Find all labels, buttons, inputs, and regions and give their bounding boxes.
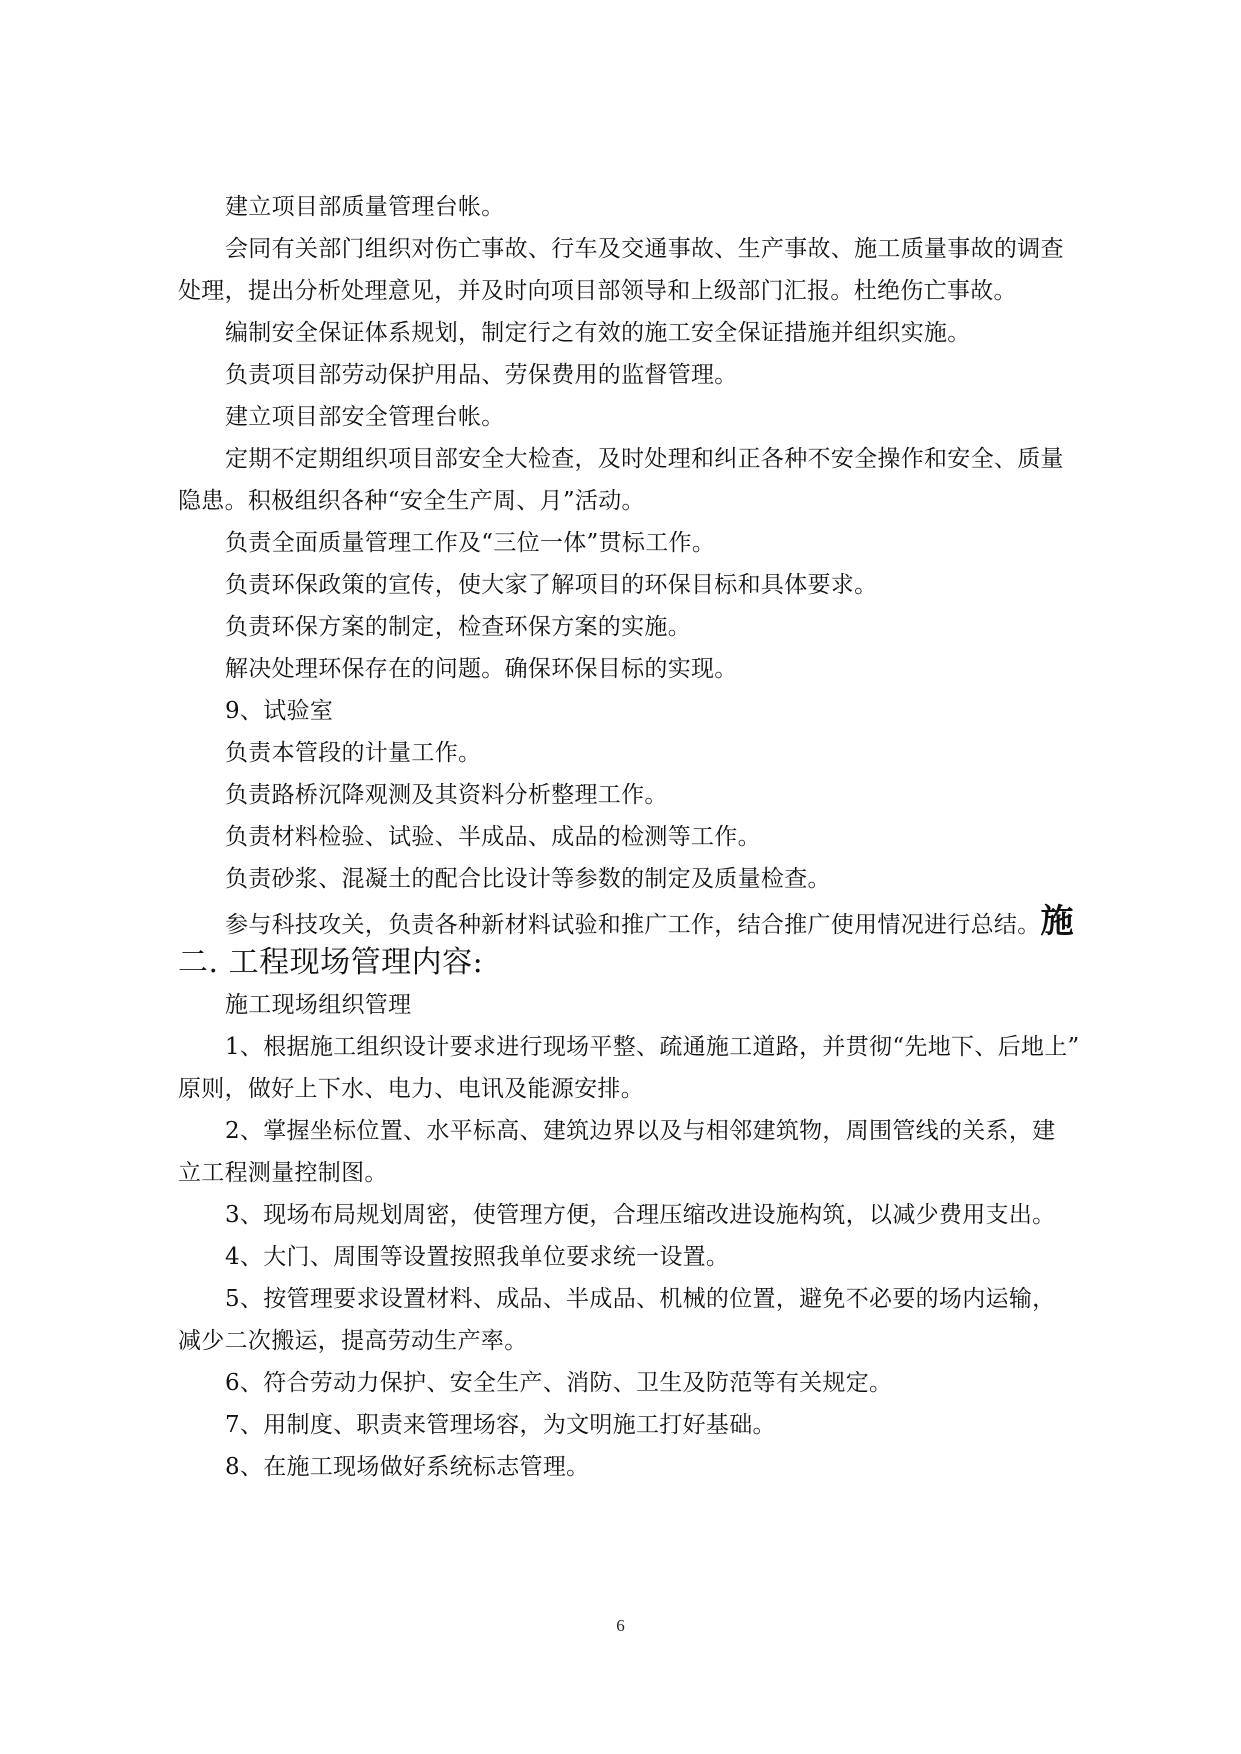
paragraph: 建立项目部安全管理台帐。	[225, 404, 505, 430]
list-item-continuation: 立工程测量控制图。	[178, 1160, 388, 1186]
paragraph: 会同有关部门组织对伤亡事故、行车及交通事故、生产事故、施工质量事故的调查	[225, 236, 1064, 262]
paragraph-continuation: 处理，提出分析处理意见，并及时向项目部领导和上级部门汇报。杜绝伤亡事故。	[178, 278, 1017, 304]
paragraph: 定期不定期组织项目部安全大检查，及时处理和纠正各种不安全操作和安全、质量	[225, 446, 1064, 472]
list-item-continuation: 减少二次搬运，提高劳动生产率。	[178, 1328, 528, 1354]
section-heading: 二. 工程现场管理内容:	[178, 945, 484, 980]
list-item: 2、掌握坐标位置、水平标高、建筑边界以及与相邻建筑物，周围管线的关系，建	[225, 1118, 1056, 1144]
paragraph: 建立项目部质量管理台帐。	[225, 194, 505, 220]
paragraph: 负责路桥沉降观测及其资料分析整理工作。	[225, 782, 668, 808]
document-body	[178, 186, 1116, 1488]
list-item: 3、现场布局规划周密，使管理方便，合理压缩改进设施构筑，以减少费用支出。	[225, 1202, 1056, 1228]
paragraph: 负责环保方案的制定，检查环保方案的实施。	[225, 614, 691, 640]
page-number: 6	[616, 1616, 625, 1635]
paragraph: 负责环保政策的宣传，使大家了解项目的环保目标和具体要求。	[225, 572, 878, 598]
list-item: 6、符合劳动力保护、安全生产、消防、卫生及防范等有关规定。	[225, 1370, 893, 1396]
paragraph: 编制安全保证体系规划，制定行之有效的施工安全保证措施并组织实施。	[225, 320, 971, 346]
list-item: 8、在施工现场做好系统标志管理。	[225, 1454, 590, 1480]
paragraph: 负责砂浆、混凝土的配合比设计等参数的制定及质量检查。	[225, 866, 831, 892]
subsection-label: 9、试验室	[225, 698, 334, 724]
list-item: 4、大门、周围等设置按照我单位要求统一设置。	[225, 1244, 730, 1270]
paragraph: 负责全面质量管理工作及“三位一体”贯标工作。	[225, 530, 716, 556]
paragraph-continuation: 隐患。积极组织各种“安全生产周、月”活动。	[178, 488, 645, 514]
list-item-continuation: 原则，做好上下水、电力、电讯及能源安排。	[178, 1076, 644, 1102]
paragraph: 负责本管段的计量工作。	[225, 740, 482, 766]
list-item: 1、根据施工组织设计要求进行现场平整、疏通施工道路，并贯彻“先地下、后地上”	[225, 1034, 1080, 1060]
paragraph: 负责项目部劳动保护用品、劳保费用的监督管理。	[225, 362, 738, 388]
list-item: 5、按管理要求设置材料、成品、半成品、机械的位置，避免不必要的场内运输，	[225, 1286, 1056, 1312]
paragraph: 解决处理环保存在的问题。确保环保目标的实现。	[225, 656, 738, 682]
list-item: 7、用制度、职责来管理场容，为文明施工打好基础。	[225, 1412, 776, 1438]
paragraph: 负责材料检验、试验、半成品、成品的检测等工作。	[225, 824, 761, 850]
stray-large-character: 施	[1040, 901, 1074, 940]
paragraph-text: 参与科技攻关，负责各种新材料试验和推广工作，结合推广使用情况进行总结。	[225, 912, 1041, 938]
paragraph-last	[178, 900, 1116, 942]
subsection-title: 施工现场组织管理	[225, 992, 412, 1018]
